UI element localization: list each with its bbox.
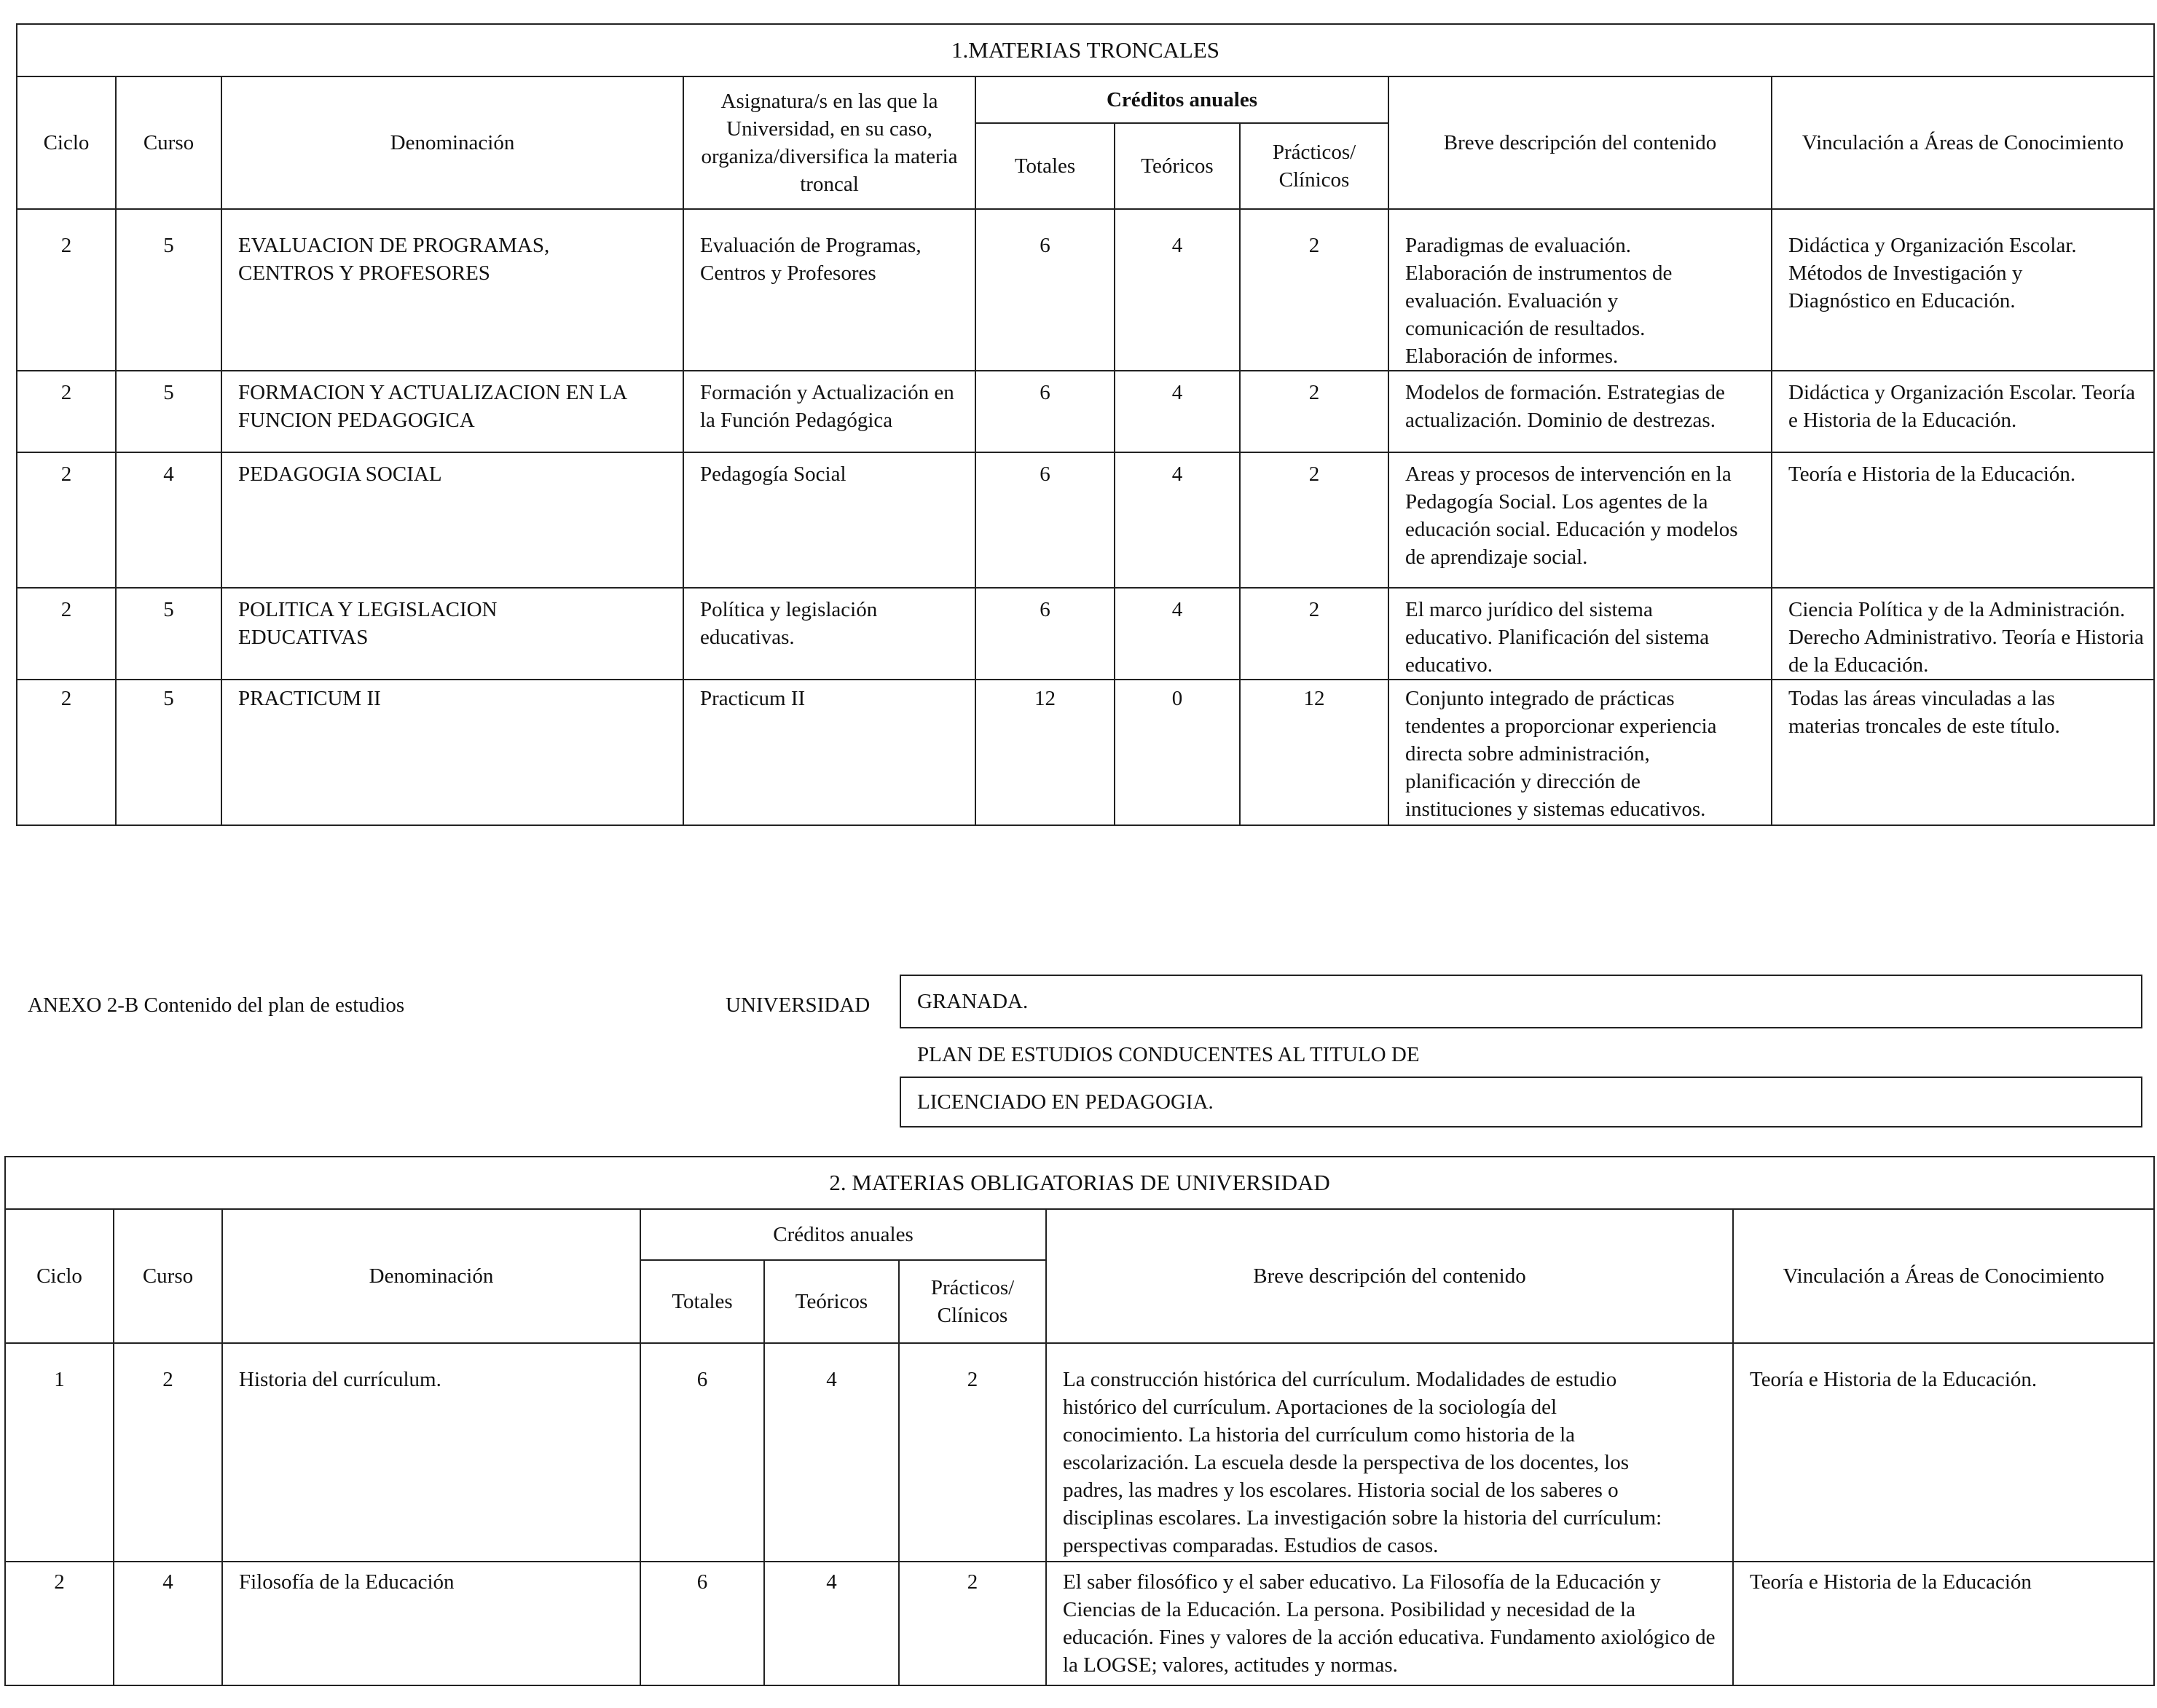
cell-curso: 5 [116, 588, 221, 680]
cell-descripcion: La construcción histórica del currículum. Modalidades de estudio histórico del currículum. Aportaciones de la sociología del conocimiento. La historia del currículum como historia de la escolarización. La escuela desde la perspectiva de los docentes, los padres, las madres y los escolares. Historia social de los saberes o disciplinas escolares. La investigación sobre la historia del currículum: perspectivas comparadas. Estudios de casos. [1046, 1343, 1733, 1562]
table-row [5, 1343, 2154, 1562]
universidad-label: UNIVERSIDAD [726, 993, 871, 1017]
cell-ciclo: 2 [17, 680, 116, 825]
cell-practicos: 2 [899, 1343, 1046, 1562]
cell-practicos: 2 [1240, 371, 1388, 452]
cell-teoricos: 4 [1115, 452, 1240, 588]
table-row [17, 680, 2154, 825]
cell-descripcion: El marco jurídico del sistema educativo. Planificación del sistema educativo. [1388, 588, 1772, 680]
header-ciclo: Ciclo [17, 76, 116, 209]
header-totales: Totales [975, 123, 1115, 209]
header-asignatura: Asignatura/s en las que la Universidad, en su caso, organiza/diversifica la materia troncal [683, 76, 975, 209]
materias-troncales-table [16, 23, 2155, 826]
universidad-field [900, 975, 2142, 1028]
cell-asignatura: Pedagogía Social [683, 452, 975, 588]
table-row [5, 1562, 2154, 1685]
cell-vinculacion: Didáctica y Organización Escolar. Teoría e Historia de la Educación. [1772, 371, 2154, 452]
cell-asignatura: Formación y Actualización en la Función Pedagógica [683, 371, 975, 452]
cell-asignatura: Practicum II [683, 680, 975, 825]
titulo-value: LICENCIADO EN PEDAGOGIA. [917, 1090, 1214, 1114]
header-teoricos: Teóricos [764, 1260, 899, 1343]
materias-obligatorias-table [4, 1156, 2155, 1686]
cell-vinculacion: Teoría e Historia de la Educación. [1772, 452, 2154, 588]
header-totales: Totales [640, 1260, 764, 1343]
header-practicos: Prácticos/ Clínicos [899, 1260, 1046, 1343]
cell-totales: 6 [975, 588, 1115, 680]
cell-ciclo: 2 [17, 209, 116, 371]
cell-practicos: 2 [1240, 209, 1388, 371]
cell-teoricos: 0 [1115, 680, 1240, 825]
cell-totales: 6 [975, 371, 1115, 452]
header-creditos-anuales: Créditos anuales [640, 1209, 1046, 1260]
cell-totales: 6 [975, 452, 1115, 588]
cell-practicos: 2 [899, 1562, 1046, 1685]
cell-curso: 4 [114, 1562, 222, 1685]
cell-denominacion: Filosofía de la Educación [222, 1562, 640, 1685]
cell-teoricos: 4 [1115, 209, 1240, 371]
cell-descripcion: El saber filosófico y el saber educativo. La Filosofía de la Educación y Ciencias de la Educación. La persona. Posibilidad y necesidad de la educación. Fines y valores de la acción educativa. Fundamento axiológico de la LOGSE; valores, actitudes y normas. [1046, 1562, 1733, 1685]
header-descripcion: Breve descripción del contenido [1046, 1209, 1733, 1343]
cell-ciclo: 2 [17, 588, 116, 680]
annex-label: ANEXO 2-B Contenido del plan de estudios [28, 993, 405, 1017]
cell-totales: 6 [640, 1343, 764, 1562]
cell-denominacion: FORMACION Y ACTUALIZACION EN LA FUNCION PEDAGOGICA [221, 371, 683, 452]
cell-vinculacion: Ciencia Política y de la Administración. Derecho Administrativo. Teoría e Historia de la Educación. [1772, 588, 2154, 680]
cell-asignatura: Evaluación de Programas, Centros y Profesores [683, 209, 975, 371]
section1-title: 1.MATERIAS TRONCALES [17, 24, 2154, 76]
cell-totales: 6 [975, 209, 1115, 371]
cell-descripcion: Paradigmas de evaluación. Elaboración de instrumentos de evaluación. Evaluación y comunicación de resultados. Elaboración de informes. [1388, 209, 1772, 371]
cell-curso: 5 [116, 371, 221, 452]
header-vinculacion: Vinculación a Áreas de Conocimiento [1733, 1209, 2154, 1343]
cell-teoricos: 4 [1115, 588, 1240, 680]
header-curso: Curso [116, 76, 221, 209]
header-descripcion: Breve descripción del contenido [1388, 76, 1772, 209]
cell-denominacion: Historia del currículum. [222, 1343, 640, 1562]
cell-curso: 4 [116, 452, 221, 588]
cell-teoricos: 4 [764, 1562, 899, 1685]
section2-title: 2. MATERIAS OBLIGATORIAS DE UNIVERSIDAD [5, 1157, 2154, 1209]
cell-ciclo: 2 [17, 452, 116, 588]
cell-curso: 5 [116, 680, 221, 825]
header-ciclo: Ciclo [5, 1209, 114, 1343]
cell-vinculacion: Teoría e Historia de la Educación [1733, 1562, 2154, 1685]
cell-denominacion: EVALUACION DE PROGRAMAS, CENTROS Y PROFESORES [221, 209, 683, 371]
cell-asignatura: Política y legislación educativas. [683, 588, 975, 680]
cell-totales: 12 [975, 680, 1115, 825]
table-row [17, 371, 2154, 452]
cell-totales: 6 [640, 1562, 764, 1685]
cell-ciclo: 2 [17, 371, 116, 452]
cell-descripcion: Modelos de formación. Estrategias de actualización. Dominio de destrezas. [1388, 371, 1772, 452]
cell-descripcion: Conjunto integrado de prácticas tendentes a proporcionar experiencia directa sobre administración, planificación y dirección de instituciones y sistemas educativos. [1388, 680, 1772, 825]
cell-denominacion: PRACTICUM II [221, 680, 683, 825]
universidad-value: GRANADA. [917, 989, 1029, 1013]
cell-denominacion: POLITICA Y LEGISLACION EDUCATIVAS [221, 588, 683, 680]
table-row [17, 209, 2154, 371]
header-denominacion: Denominación [221, 76, 683, 209]
table-row [17, 588, 2154, 680]
header-curso: Curso [114, 1209, 222, 1343]
cell-denominacion: PEDAGOGIA SOCIAL [221, 452, 683, 588]
cell-vinculacion: Todas las áreas vinculadas a las materias troncales de este título. [1772, 680, 2154, 825]
header-denominacion: Denominación [222, 1209, 640, 1343]
cell-vinculacion: Didáctica y Organización Escolar. Métodos de Investigación y Diagnóstico en Educación. [1772, 209, 2154, 371]
cell-curso: 2 [114, 1343, 222, 1562]
cell-practicos: 2 [1240, 452, 1388, 588]
cell-ciclo: 2 [5, 1562, 114, 1685]
cell-teoricos: 4 [1115, 371, 1240, 452]
titulo-field [900, 1077, 2142, 1127]
header-vinculacion: Vinculación a Áreas de Conocimiento [1772, 76, 2154, 209]
cell-teoricos: 4 [764, 1343, 899, 1562]
cell-practicos: 2 [1240, 588, 1388, 680]
cell-ciclo: 1 [5, 1343, 114, 1562]
cell-practicos: 12 [1240, 680, 1388, 825]
table-row [17, 452, 2154, 588]
cell-curso: 5 [116, 209, 221, 371]
header-teoricos: Teóricos [1115, 123, 1240, 209]
cell-vinculacion: Teoría e Historia de la Educación. [1733, 1343, 2154, 1562]
header-practicos: Prácticos/ Clínicos [1240, 123, 1388, 209]
header-creditos-anuales: Créditos anuales [975, 76, 1388, 123]
plan-label: PLAN DE ESTUDIOS CONDUCENTES AL TITULO DE [917, 1043, 1420, 1066]
cell-descripcion: Areas y procesos de intervención en la Pedagogía Social. Los agentes de la educación social. Educación y modelos de aprendizaje social. [1388, 452, 1772, 588]
